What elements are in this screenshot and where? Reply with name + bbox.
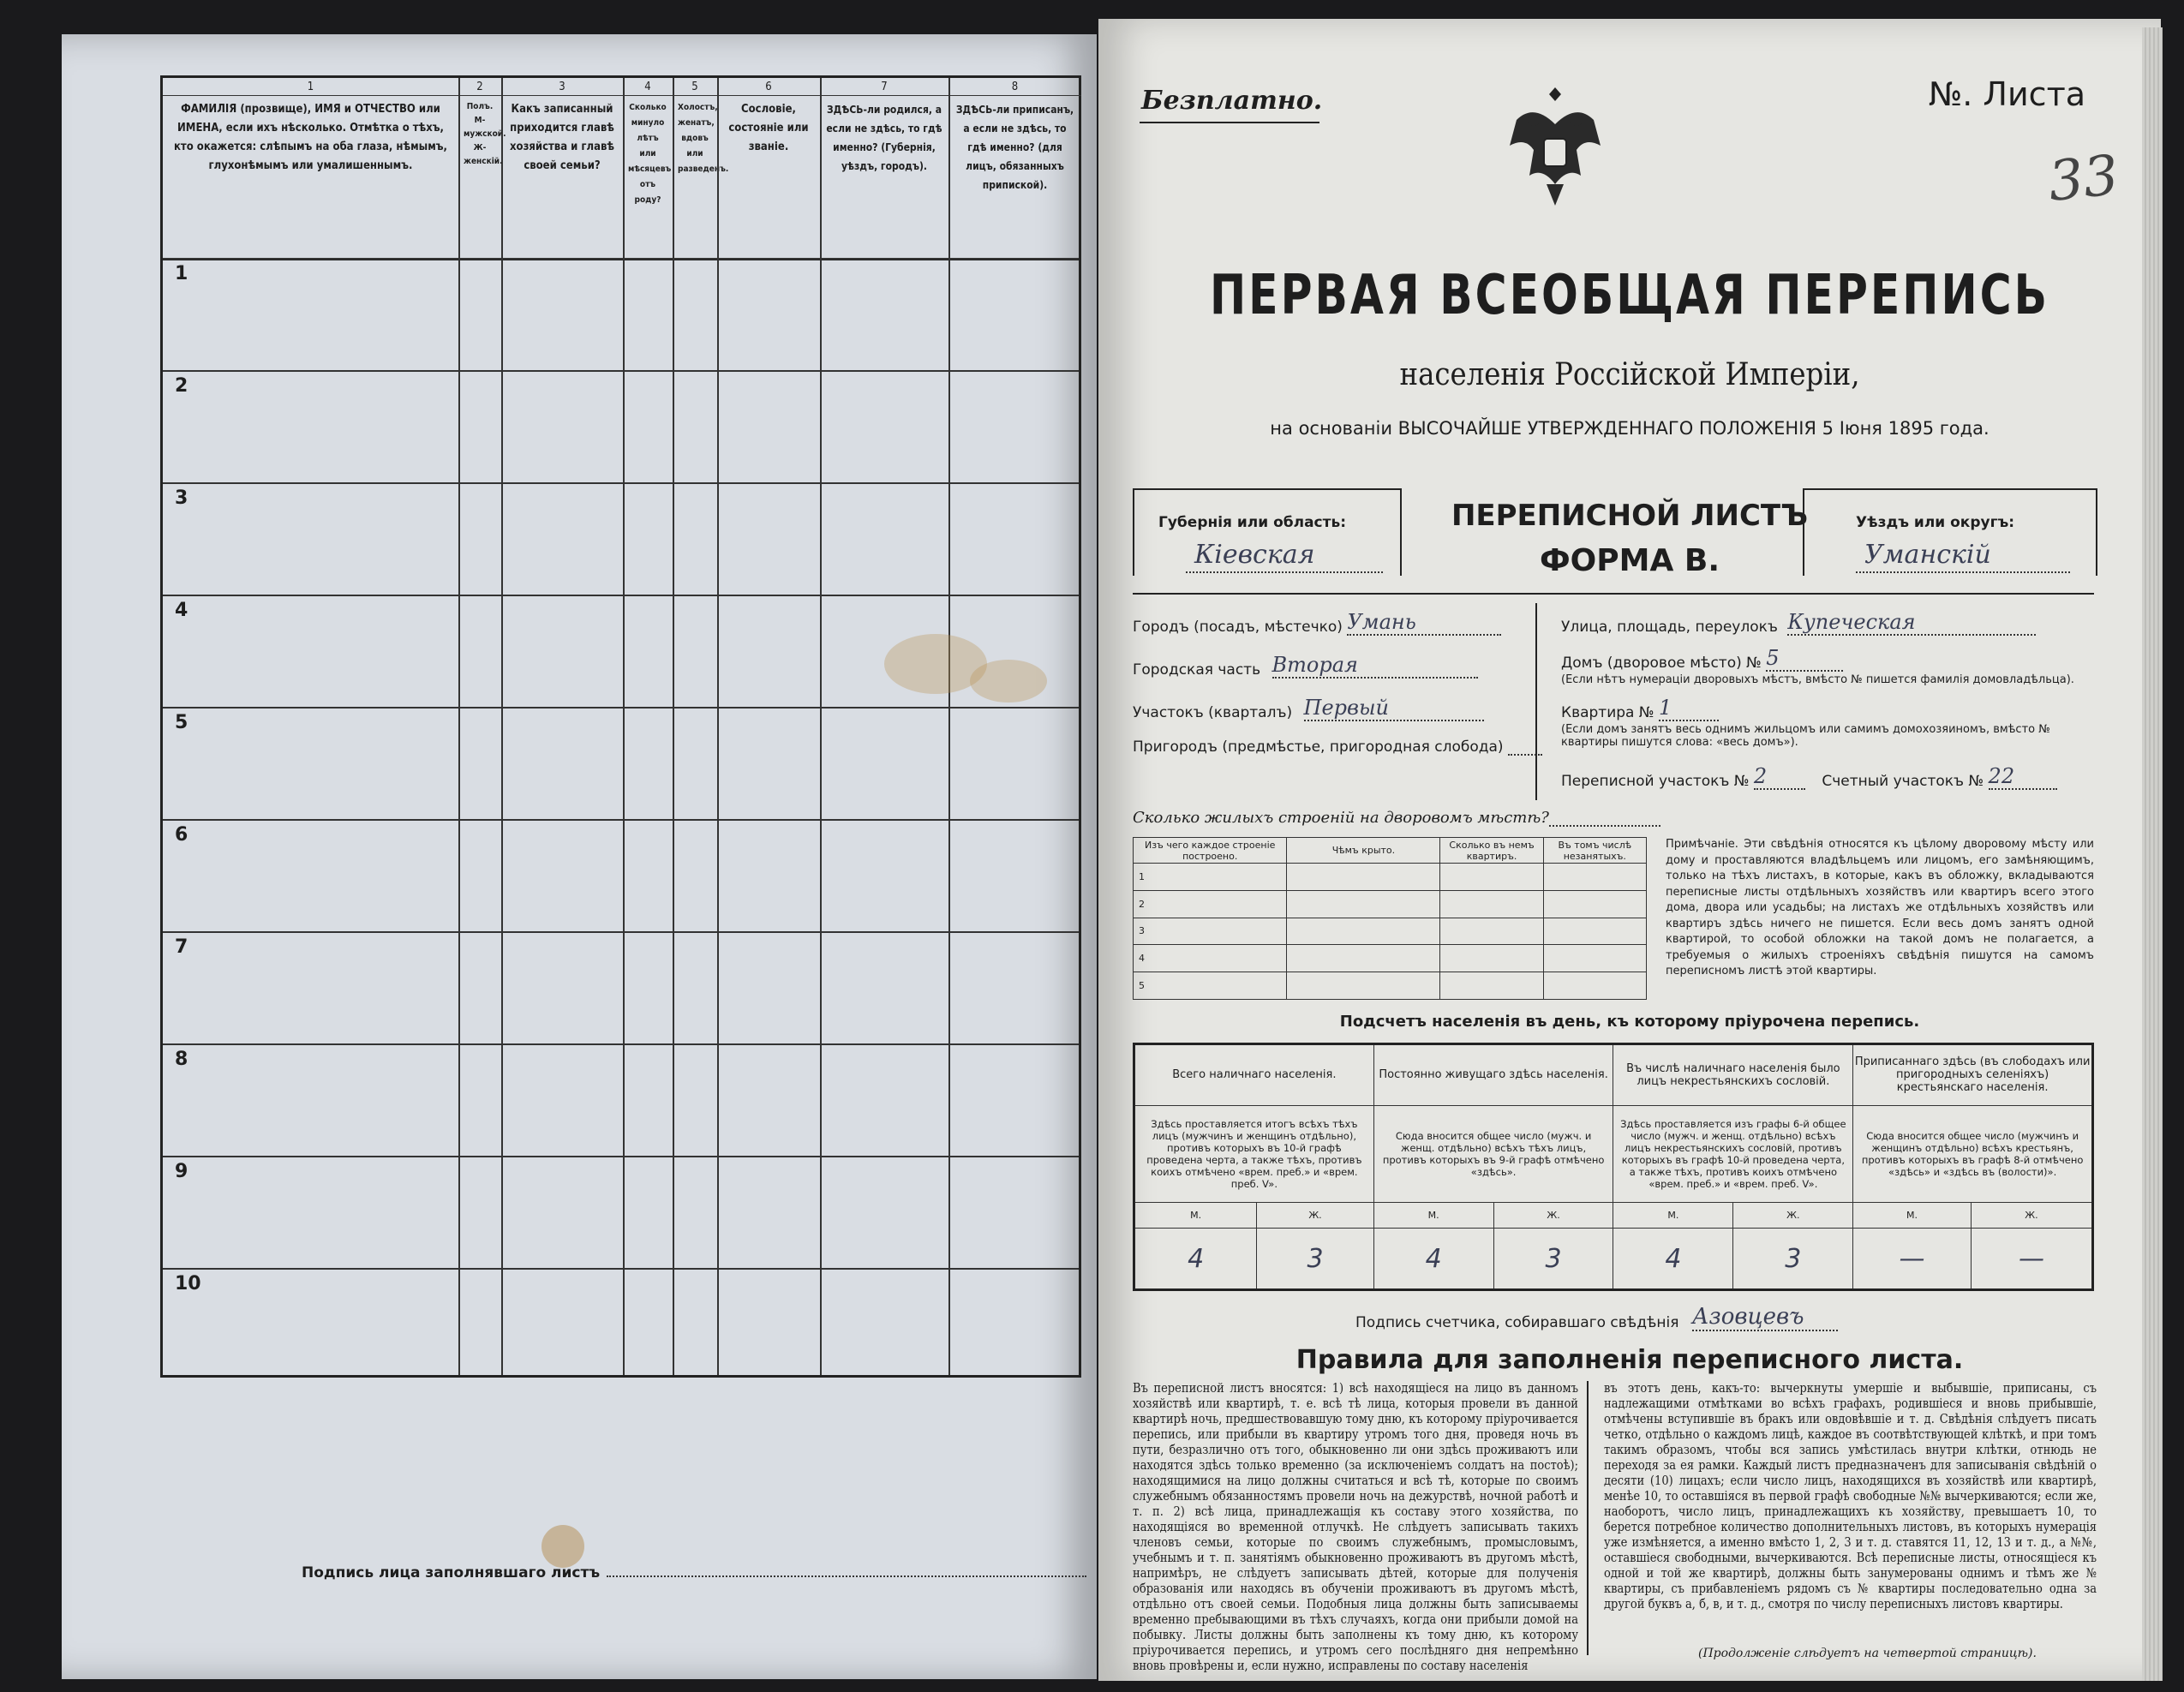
- column-header-birthplace: [820, 78, 948, 258]
- street-value: Купеческая: [1787, 610, 2036, 636]
- right-page: [1098, 19, 2161, 1681]
- column-number: 4: [623, 80, 673, 96]
- column-number: 5: [673, 80, 717, 96]
- form-letter: ФОРМА В.: [1539, 543, 1720, 578]
- street-label: Улица, площадь, переулокъ: [1561, 619, 1778, 636]
- row-number: 5: [175, 712, 188, 733]
- district-box: [1803, 488, 2097, 576]
- counter-signature: [1355, 1304, 1838, 1331]
- column-header-text: Сколько минуло лѣтъ или мѣсяцевъ отъ роду?: [628, 103, 672, 205]
- province-value: Кіевская: [1194, 540, 1315, 570]
- sex-label-male: М.: [1134, 1202, 1257, 1229]
- district-label: Уѣздъ или округъ:: [1856, 514, 2015, 531]
- count-value: 3: [1493, 1229, 1613, 1290]
- house-note: (Если нѣтъ нумераціи дворовыхъ мѣстъ, вмѣсто № пишется фамилія домовладѣльца).: [1561, 673, 2074, 686]
- dotted-line: [1549, 825, 1660, 827]
- district-value: Уманскій: [1864, 540, 1991, 570]
- rules-text-right: въ этотъ день, какъ-то: вычеркнуты умершіе и выбывшіе, приписаны, съ надлежащими отмѣтками во всѣхъ графахъ, родившіеся и вновь прибывшіе, отмѣчены вступившіе въ бракъ или овдовѣвшіе и т. д. Свѣдѣнія слѣдуетъ писать четко, отдѣльно о каждомъ лицѣ, каждое въ соотвѣтствующей клѣткѣ, и при томъ такимъ образомъ, чтобы вся запись умѣстилась внутри клѣтки, отнюдь не переходя за ея рамки. Каждый листъ предназначенъ для записыванія свѣдѣній о десяти (10) лицахъ; если число лицъ, находящихся въ хозяйствѣ или квартирѣ, менѣе 10, то оставшіяся въ первой графѣ свободные №№ вычеркиваются; если же, наоборотъ, число лицъ, принадлежащихъ къ хозяйству, превышаетъ 10, то берется потребное количество дополнительныхъ листовъ, въ которыхъ нумерація уже измѣняется, а именно вмѣсто 1, 2, 3 и т. д. ставятся 11, 12, 13 и т. д., а №№, оставшіеся свободными, вычеркиваются. Всѣ переписные листы, относящіеся къ одной и той же квартирѣ, должны быть занумерованы однимъ и тѣмъ же № квартиры, съ прибавленіемъ рядомъ съ № квартиры последовательно одна за другой буквъ а, б, в, и т. д., смотря по числу переписныхъ листовъ квартиры.: [1604, 1382, 2097, 1611]
- rules-continued-note: (Продолженіе слѣдуетъ на четвертой страницѣ).: [1698, 1647, 2037, 1660]
- row-number: 1: [175, 263, 188, 284]
- rules-text-left: Въ переписной листъ вносятся: 1) всѣ находящіеся на лицо въ данномъ хозяйствѣ или квартирѣ, т. е. всѣ тѣ лица, которыя провели въ данной квартирѣ ночь, предшествовавшую тому дню, къ которому пріурочивается перепись, или прибыли въ квартиру утромъ того дня, проведя ночь въ пути, безразлично отъ того, обыкновенно ли они здѣсь проживаютъ или находятся здѣсь только временно (за исключеніемъ солдатъ на постоѣ); находящимися на лицо должны считаться и всѣ тѣ, которые по своимъ служебнымъ обязанностямъ провели ночь на дежурствѣ, ночной работѣ и т. п. 2) всѣ лица, принадлежащія къ составу этого хозяйства, по находящіяся во временной отлучкѣ. Не слѣдуетъ записывать такихъ членовъ семьи, которые по своимъ служебнымъ, промысловымъ, учебнымъ и т. п. занятіямъ обыкновенно проживаютъ въ другомъ мѣстѣ, напримѣръ, не слѣдуетъ записывать дѣтей, которые для полученія образованія или находясь въ обученіи проживаютъ въ другомъ мѣстѣ, отдѣльно отъ своей семьи. Подобныя лица должны быть записываемы временно пребывающими въ тѣхъ случаяхъ, когда они прибыли домой на побывку. Листы должны быть заполнены къ тому дню, къ которому пріурочивается перепись, и утромъ сего послѣдняго дня непремѣнно вновь провѣрены и, если нужно, исправлены по составу населенія: [1133, 1382, 1578, 1673]
- person-filling-signature: [302, 1564, 1086, 1581]
- stain: [970, 660, 1047, 703]
- row-number: 8: [175, 1049, 188, 1070]
- row-number: 10: [175, 1273, 201, 1294]
- sheet-number-label: №. Листа: [1928, 75, 2085, 113]
- row-number: 3: [175, 487, 188, 509]
- counter-signature-label: Подпись счетчика, собиравшаго свѣдѣнія: [1355, 1314, 1679, 1331]
- count-header: Постоянно живущаго здѣсь населенія.: [1373, 1044, 1613, 1106]
- column-header-text: Холостъ, женатъ, вдовъ или разведенъ.: [678, 103, 729, 174]
- column-number: 3: [501, 80, 623, 96]
- precinct-label: Участокъ (кварталъ): [1133, 704, 1293, 721]
- table-row: [163, 482, 1079, 596]
- sex-label-male: М.: [1373, 1202, 1493, 1229]
- location-section: [1133, 593, 2094, 809]
- town-part-value: Вторая: [1272, 653, 1478, 679]
- column-header-relation: [501, 78, 623, 258]
- underline: [1140, 122, 1319, 123]
- house-field: [1561, 646, 1843, 672]
- column-header-text: ЗДѢСЬ-ли приписанъ, а если не здѣсь, то гдѣ именно? (для лицъ, обязанныхъ припиской).: [955, 104, 1074, 191]
- town-label: Городъ (посадъ, мѣстечко): [1133, 619, 1343, 636]
- census-person-table: [160, 75, 1081, 1378]
- column-header-text: Сословіе, состояніе или званіе.: [728, 103, 809, 153]
- suburb-label: Пригородъ (предмѣстье, пригородная слобода): [1133, 738, 1504, 756]
- row-number: 9: [175, 1161, 188, 1182]
- count-value: 4: [1613, 1229, 1733, 1290]
- census-district-value: 2: [1754, 764, 1805, 790]
- sex-label-male: М.: [1613, 1202, 1733, 1229]
- buildings-row-number: 1: [1134, 864, 1287, 891]
- stain: [542, 1525, 584, 1568]
- column-number: 6: [717, 80, 820, 96]
- census-subtitle: населенія Россійской Имперіи,: [1399, 357, 1860, 392]
- buildings-note: Примѣчаніе. Эти свѣдѣнія относятся къ цѣлому дворовому мѣсту или дому и проставляются владѣльцемъ или лицомъ, его замѣняющимъ, только на тѣхъ листахъ, в которые, какъ въ обложку, вкладываются переписные листы отдѣльныхъ хозяйствъ или квартиръ всего этого дома, двора или усадьбы; на листахъ же отдѣльныхъ хозяйствъ или квартиръ здѣсь ничего не пишется. Если весь домъ занятъ одной квартирой, то особой обложки на такой домъ не полагается, а требуемыя о жилыхъ строеніяхъ свѣдѣнія пишутся на самомъ переписномъ листѣ этой квартиры.: [1666, 838, 2094, 978]
- street-field: [1561, 610, 2036, 636]
- town-value: Умань: [1347, 610, 1501, 636]
- counting-district-value: 22: [1989, 764, 2057, 790]
- count-value: —: [1853, 1229, 1972, 1290]
- column-number: 2: [458, 80, 501, 96]
- buildings-row-number: 5: [1134, 972, 1287, 1000]
- apartment-field: [1561, 696, 1719, 721]
- count-note: Здѣсь проставляется изъ графы 6-й общее число (мужч. и женщ. отдѣльно) всѣхъ лицъ некрестьянскихъ сословій, противъ которыхъ въ графѣ 10-й проведена черта, а также тѣхъ, противъ коихъ отмѣчено «врем. преб.» и «врем. преб. V».: [1613, 1105, 1853, 1202]
- buildings-header: Чѣмъ крыто.: [1287, 838, 1440, 864]
- count-note: Сюда вносится общее число (мужчинъ и женщинъ отдѣльно) всѣхъ крестьянъ, противъ которыхъ въ графѣ 8-й отмѣчено «здѣсь» и «здѣсь въ (волости)».: [1853, 1105, 2093, 1202]
- column-header-estate: [717, 78, 820, 258]
- count-value: 3: [1257, 1229, 1373, 1290]
- counting-district-label: Счетный участокъ №: [1822, 773, 1984, 790]
- table-header: [163, 78, 1079, 260]
- column-header-sex: [458, 78, 506, 258]
- count-title: Подсчетъ населенія въ день, къ которому пріурочена перепись.: [1339, 1013, 1920, 1031]
- sex-label-male: М.: [1853, 1202, 1972, 1229]
- column-header-marital: [673, 78, 729, 258]
- table-row: [163, 819, 1079, 933]
- precinct-field: [1133, 696, 1484, 721]
- census-district-field: [1561, 764, 2057, 790]
- table-row: [163, 707, 1079, 821]
- census-title: ПЕРВАЯ ВСЕОБЩАЯ ПЕРЕПИСЬ: [1210, 263, 2049, 327]
- column-header-registration: [948, 78, 1081, 258]
- census-district-label: Переписной участокъ №: [1561, 773, 1750, 790]
- row-number: 2: [175, 375, 188, 397]
- buildings-question-text: Сколько жилыхъ строеній на дворовомъ мѣстѣ?: [1133, 809, 1549, 827]
- row-number: 7: [175, 936, 188, 958]
- column-number: 1: [163, 80, 458, 96]
- column-header-name: [163, 78, 458, 258]
- legal-basis: на основаніи ВЫСОЧАЙШЕ УТВЕРЖДЕННАГО ПОЛОЖЕНІЯ 5 Іюня 1895 года.: [1270, 418, 1990, 439]
- house-value: 5: [1766, 646, 1843, 672]
- count-note: Здѣсь проставляется итогъ всѣхъ тѣхъ лицъ (мужчинъ и женщинъ отдѣльно), противъ которыхъ въ 10-й графѣ проведена черта, а также тѣхъ, противъ коихъ отмѣчено «врем. преб.» и «врем. преб. V».: [1134, 1105, 1374, 1202]
- count-header: Всего наличнаго населенія.: [1134, 1044, 1374, 1106]
- count-value: —: [1971, 1229, 2092, 1290]
- apartment-value: 1: [1659, 696, 1719, 721]
- count-value: 3: [1733, 1229, 1853, 1290]
- house-label: Домъ (дворовое мѣсто) №: [1561, 655, 1762, 672]
- column-header-age: [623, 78, 673, 258]
- form-title: ПЕРЕПИСНОЙ ЛИСТЪ: [1451, 499, 1809, 533]
- town-part-label: Городская часть: [1133, 661, 1261, 679]
- province-label: Губернія или область:: [1158, 514, 1347, 531]
- table-row: [163, 258, 1079, 372]
- count-note: Сюда вносится общее число (мужч. и женщ. отдѣльно) всѣхъ тѣхъ лицъ, противъ которыхъ въ 9-й графѣ отмѣчено «здѣсь».: [1373, 1105, 1613, 1202]
- sex-label-female: Ж.: [1257, 1202, 1373, 1229]
- sex-label-female: Ж.: [1493, 1202, 1613, 1229]
- section-divider: [1535, 603, 1537, 800]
- counter-signature-value: Азовцевъ: [1692, 1304, 1838, 1331]
- table-row: [163, 1156, 1079, 1270]
- imperial-eagle-emblem: [1499, 86, 1611, 214]
- sex-label-female: Ж.: [1733, 1202, 1853, 1229]
- rules-divider: [1587, 1381, 1589, 1655]
- column-header-text: Какъ записанный приходится главѣ хозяйства и главѣ своей семьи?: [510, 103, 614, 172]
- precinct-value: Первый: [1304, 696, 1484, 721]
- row-number: 4: [175, 600, 188, 621]
- sheet-number: [1929, 75, 2085, 113]
- signature-label: Подпись лица заполнявшаго листъ: [302, 1564, 601, 1581]
- count-value: 4: [1373, 1229, 1493, 1290]
- rules-title: Правила для заполненія переписного листа.: [1295, 1345, 1964, 1375]
- count-header: Приписаннаго здѣсь (въ слободахъ или пригородныхъ селеніяхъ) крестьянскаго населенія.: [1853, 1044, 2093, 1106]
- column-header-text: ЗДѢСЬ-ли родился, а если не здѣсь, то гдѣ именно? (Губернія, уѣздъ, городъ).: [826, 104, 942, 172]
- table-row: [163, 370, 1079, 484]
- town-field: [1133, 610, 1501, 636]
- table-row: [163, 931, 1079, 1045]
- apartment-note: (Если домъ занятъ весь однимъ жильцомъ или самимъ домохозяиномъ, вмѣсто № квартиры пишутся слова: «весь домъ»).: [1561, 723, 2050, 749]
- column-number: 8: [948, 80, 1081, 96]
- town-part-field: [1133, 653, 1478, 679]
- buildings-header: Сколько въ немъ квартиръ.: [1440, 838, 1543, 864]
- buildings-row-number: 4: [1134, 945, 1287, 972]
- signature-line: [607, 1575, 1086, 1577]
- buildings-table: [1133, 837, 1647, 1000]
- count-header: Въ числѣ наличнаго населенія было лицъ некрестьянскихъ сословій.: [1613, 1044, 1853, 1106]
- sheet-number-handwritten: 33: [2044, 143, 2121, 215]
- suburb-value: [1508, 754, 1542, 756]
- buildings-header: Изъ чего каждое строеніе построено.: [1134, 838, 1287, 864]
- free-label: Безплатно.: [1141, 86, 1323, 116]
- buildings-question: [1133, 809, 1660, 827]
- table-row: [163, 1043, 1079, 1157]
- dotted-line: [1856, 571, 2070, 573]
- population-count-table: [1133, 1043, 2094, 1291]
- sex-label-female: Ж.: [1971, 1202, 2092, 1229]
- row-number: 6: [175, 824, 188, 846]
- buildings-row-number: 2: [1134, 890, 1287, 918]
- buildings-header: Въ томъ числѣ незанятыхъ.: [1543, 838, 1646, 864]
- table-row: [163, 1268, 1079, 1382]
- count-value: 4: [1134, 1229, 1257, 1290]
- buildings-row-number: 3: [1134, 918, 1287, 945]
- suburb-field: [1133, 738, 1542, 756]
- column-header-text: ФАМИЛІЯ (прозвище), ИМЯ и ОТЧЕСТВО или ИМЕНА, если ихъ нѣсколько. Отмѣтка о тѣхъ, кто окажется: слѣпымъ на оба глаза, нѣмымъ, глухонѣмымъ или умалишеннымъ.: [173, 103, 447, 172]
- apartment-label: Квартира №: [1561, 704, 1654, 721]
- column-number: 7: [820, 80, 948, 96]
- left-page: [62, 34, 1097, 1679]
- column-header-text: Полъ. М-мужской. Ж-женскій.: [464, 102, 506, 166]
